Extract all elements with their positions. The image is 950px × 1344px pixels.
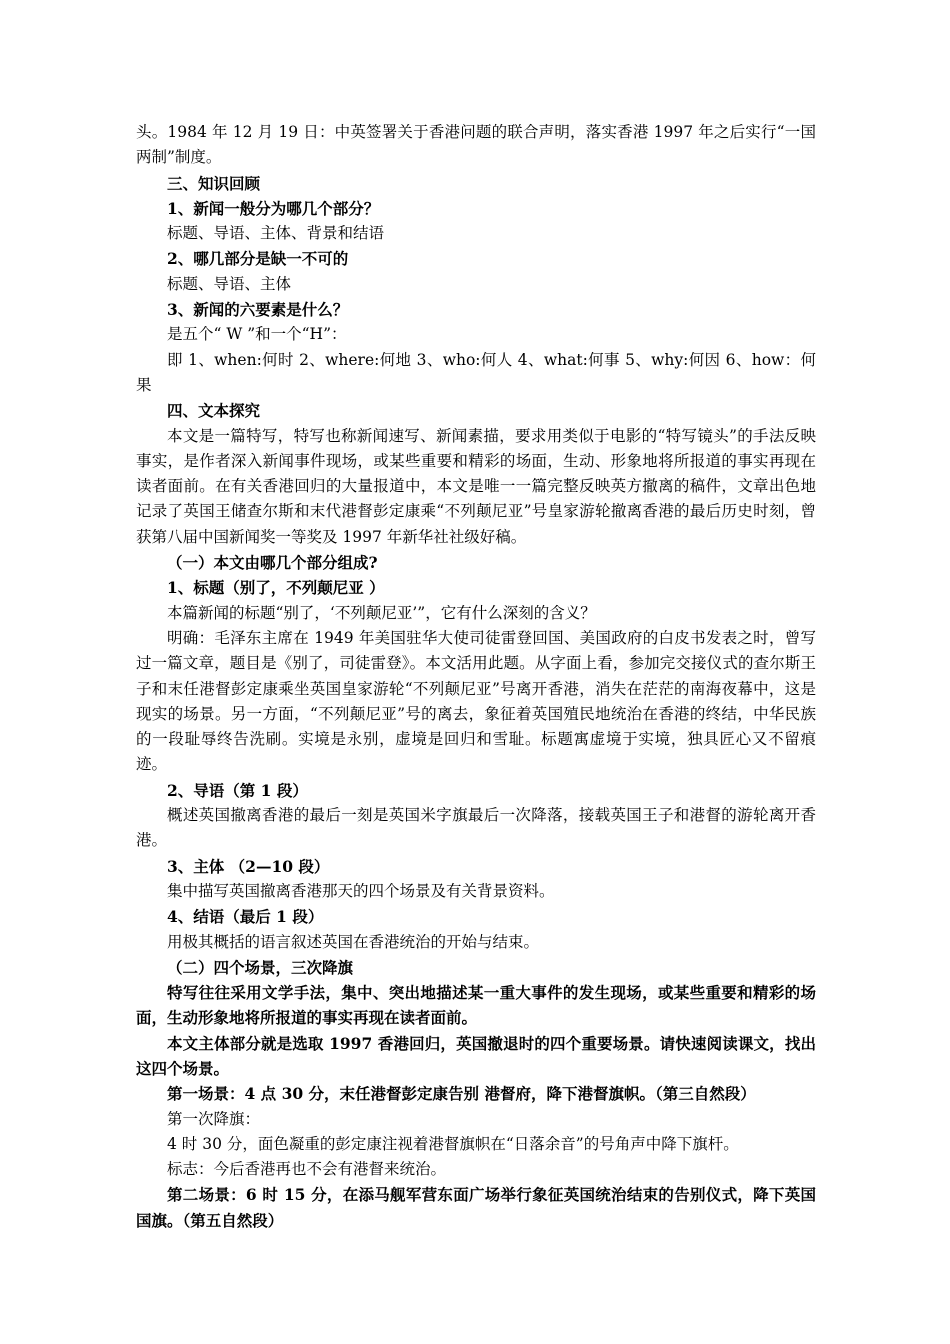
title-question: 本篇新闻的标题“别了，‘不列颠尼亚’”，它有什么深刻的含义？ bbox=[167, 603, 596, 622]
question-2: 2、哪几部分是缺一不可的 bbox=[167, 249, 349, 269]
answer-1: 标题、导语、主体、背景和结语 bbox=[167, 224, 385, 243]
answer-2: 标题、导语、主体 bbox=[167, 274, 292, 293]
answer-3-intro: 是五个“ W ”和一个“H”： bbox=[167, 325, 347, 344]
first-flag-significance: 标志：今后香港再也不会有港督来统治。 bbox=[167, 1160, 447, 1179]
question-3: 3、新闻的六要素是什么？ bbox=[167, 300, 349, 320]
lead-explanation: 概述英国撤离香港的最后一刻是英国米字旗最后一次降落，接载英国王子和港督的游轮离开香港。 bbox=[136, 806, 816, 850]
question-1: 1、新闻一般分为哪几个部分？ bbox=[167, 198, 380, 218]
heading-text-inquiry: 四、文本探究 bbox=[167, 401, 261, 421]
first-flag-lowering: 第一次降旗： bbox=[167, 1109, 261, 1128]
paragraph-history-end: 头。1984 年 12 月 19 日：中英签署关于香港问题的联合声明，落实香港 1997 年之后实行“一国两制”制度。 bbox=[136, 123, 816, 167]
subheading-parts: （一）本文由哪几个部分组成? bbox=[167, 553, 378, 573]
paragraph-main-scenes: 本文主体部分就是选取 1997 香港回归，英国撤退时的四个重要场景。请快速阅读课文，找出这四个场景。 bbox=[136, 1033, 816, 1078]
item-body: 3、主体 （2—10 段） bbox=[167, 856, 330, 876]
title-explanation: 明确：毛泽东主席在 1949 年美国驻华大使司徒雷登回国、美国政府的白皮书发表之时，曾写过一篇文章，题目是《别了，司徒雷登》。本文活用此题。从字面上看，参加完交接仪式的查尔斯王子和末任港督彭定康乘坐英国皇家游轮“不列颠尼亚”号离开香港，消失在茫茫的南海夜幕中，这是现实的场景。另一方面，“不列颠尼亚”号的离去，象征着英国殖民地统治在香港的终结，中华民族的一段耻辱终告洗刷。实境是永别，虚境是回归和雪耻。标题寓虚境于实境，独具匠心又不留痕迹。 bbox=[136, 628, 816, 774]
body-explanation: 集中描写英国撤离香港那天的四个场景及有关背景资料。 bbox=[167, 881, 555, 900]
item-conclusion: 4、结语（最后 1 段） bbox=[167, 907, 324, 927]
item-title: 1、标题（别了，不列颠尼亚 ） bbox=[167, 578, 385, 598]
scene-1: 第一场景：4 点 30 分，末任港督彭定康告别 港督府，降下港督旗帜。（第三自然段） bbox=[167, 1084, 756, 1104]
conclusion-explanation: 用极其概括的语言叙述英国在香港统治的开始与结束。 bbox=[167, 932, 540, 951]
document-page bbox=[136, 120, 816, 1233]
scene-2: 第二场景：6 时 15 分，在添马舰军营东面广场举行象征英国统治结束的告别仪式，降下英国国旗。（第五自然段） bbox=[136, 1185, 816, 1230]
subheading-scenes: （二）四个场景，三次降旗 bbox=[167, 957, 354, 977]
paragraph-feature-technique: 特写往往采用文学手法，集中、突出地描述某一重大事件的发生现场，或某些重要和精彩的场面，生动形象地将所报道的事实再现在读者面前。 bbox=[136, 983, 816, 1028]
item-lead: 2、导语（第 1 段） bbox=[167, 780, 308, 800]
answer-3-list: 即 1、when:何时 2、where:何地 3、who:何人 4、what:何事 5、why:何因 6、how：何果 bbox=[136, 350, 816, 394]
first-flag-detail: 4 时 30 分，面色凝重的彭定康注视着港督旗帜在“日落余音”的号角声中降下旗杆。 bbox=[167, 1134, 739, 1153]
paragraph-feature-intro: 本文是一篇特写，特写也称新闻速写、新闻素描，要求用类似于电影的“特写镜头”的手法反映事实，是作者深入新闻事件现场，或某些重要和精彩的场面，生动、形象地将所报道的事实再现在读者面前。在有关香港回归的大量报道中，本文是唯一一篇完整反映英方撤离的稿件，文章出色地记录了英国王储查尔斯和末代港督彭定康乘“不列颠尼亚”号皇家游轮撤离香港的最后历史时刻，曾获第八届中国新闻奖一等奖及 1997 年新华社社级好稿。 bbox=[136, 426, 816, 546]
heading-knowledge-review: 三、知识回顾 bbox=[167, 173, 261, 193]
